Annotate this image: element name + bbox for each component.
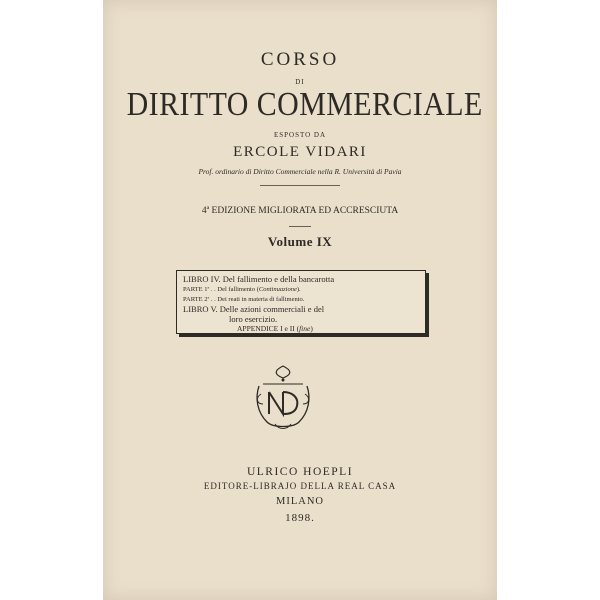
contents-line: PARTE 1ª . . Del fallimento (Continuazione). [183, 286, 301, 293]
contents-line: PARTE 2ª . . Dei reati in materia di fallimento. [183, 296, 305, 303]
publisher-name: ULRICO HOEPLI [246, 466, 354, 478]
contents-line: LIBRO IV. Del fallimento e della bancarotta [183, 274, 335, 284]
contents-line: loro esercizio. [229, 314, 278, 324]
publisher-emblem-icon [253, 364, 313, 432]
exposed-by-label: ESPOSTO DA [273, 131, 327, 139]
contents-line: LIBRO V. Delle azioni commerciali e del [183, 304, 325, 314]
volume-label: Volume IX [267, 234, 333, 249]
contents-box [176, 270, 426, 334]
divider-rule [260, 185, 340, 186]
publication-year: 1898. [285, 512, 315, 524]
publisher-city: MILANO [276, 496, 324, 507]
series-title: CORSO [260, 49, 340, 70]
author-role: Prof. ordinario di Diritto Commerciale nella R. Università di Pavia [198, 167, 402, 176]
title-page [103, 0, 497, 600]
contents-line: APPENDICE I e II (fine) [237, 324, 313, 333]
publisher-description: EDITORE-LIBRAJO DELLA REAL CASA [203, 481, 397, 491]
book-title: DIRITTO COMMERCIALE [126, 86, 483, 123]
author-name: ERCOLE VIDARI [233, 144, 367, 160]
series-connector: DI [295, 78, 305, 86]
divider-rule-short [289, 226, 311, 227]
edition-note: 4ª EDIZIONE MIGLIORATA ED ACCRESCIUTA [201, 206, 399, 216]
